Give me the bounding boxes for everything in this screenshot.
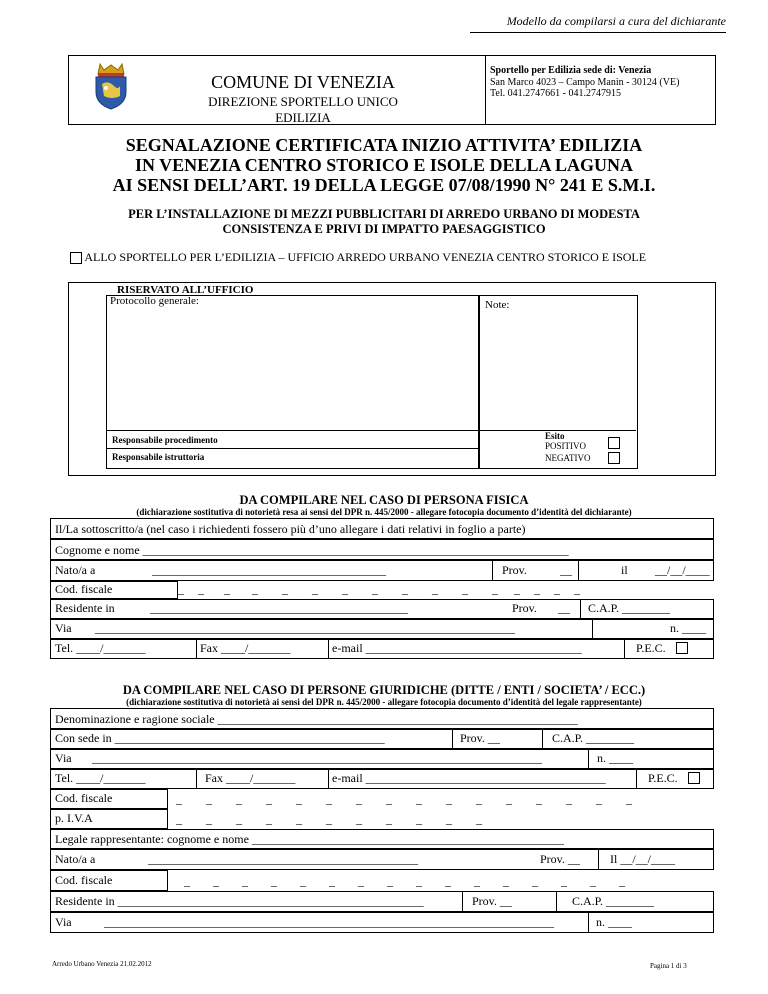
sportello-tel: Tel. 041.2747661 - 041.2747915 (490, 88, 621, 99)
footer-page: Pagina 1 di 3 (650, 962, 687, 970)
giuridica-cod-fiscale-label: Cod. fiscale (55, 791, 113, 805)
title-line-1: SEGNALAZIONE CERTIFICATA INIZIO ATTIVITA’ EDILIZIA (125, 135, 643, 155)
giuridica-pec-checkbox[interactable] (688, 772, 700, 784)
fisica-il-field[interactable]: __/__/____ (655, 563, 710, 577)
resp-procedimento-label: Responsabile procedimento (112, 435, 218, 445)
fisica-prov-field[interactable]: __ (560, 563, 572, 577)
negativo-label: NEGATIVO (545, 453, 591, 463)
giuridica-via-label: Via (55, 751, 72, 765)
fisica-sottoscritto-row: Il/La sottoscritto/a (nel caso i richiedenti fossero più d’uno allegare i dati relativi in foglio a parte) (50, 518, 714, 539)
giuridica-email-field[interactable]: e-mail ________________________________________ (332, 771, 606, 785)
fisica-pec-label: P.E.C. (636, 641, 666, 655)
destinatario-label: ALLO SPORTELLO PER L’EDILIZIA – UFFICIO ARREDO URBANO VENEZIA CENTRO STORICO E ISOLE (84, 250, 647, 264)
fisica-via-field[interactable]: ______________________________________________________________________ (95, 621, 515, 635)
form-model-note: Modello da compilarsi a cura del dichiarante (506, 14, 726, 28)
giuridica-prov2-field[interactable]: Prov. __ (540, 852, 580, 866)
giuridica-il-field[interactable]: Il __/__/____ (610, 852, 675, 866)
giuridica-n-field[interactable]: n. ____ (597, 751, 633, 765)
fisica-note: (dichiarazione sostitutiva di notorietà resa ai sensi del DPR n. 445/2000 - allegare fotocopia documento d’identità del dichiarante) (136, 507, 632, 517)
giuridica-piva-label: p. I.V.A (55, 811, 93, 825)
fisica-title: DA COMPILARE NEL CASO DI PERSONA FISICA (239, 493, 529, 507)
fisica-tel-field[interactable]: Tel. ____/_______ (55, 641, 146, 655)
giuridica-n2-field[interactable]: n. ____ (596, 915, 632, 929)
resp-istruttoria-label: Responsabile istruttoria (112, 452, 205, 462)
giuridica-prov3-field[interactable]: Prov. __ (472, 894, 512, 908)
giuridica-piva-field[interactable]: _ _ _ _ _ _ _ _ _ _ _ (176, 812, 482, 826)
giuridica-cod-fiscale2-label: Cod. fiscale (55, 873, 113, 887)
fisica-residente-field[interactable]: ___________________________________________ (150, 601, 408, 615)
giuridica-note: (dichiarazione sostitutiva di notorietà ai sensi del DPR n. 445/2000 - allegare fotocopia documento d’identità del legale rappresentante) (126, 697, 642, 707)
fisica-prov2-label: Prov. (512, 601, 537, 615)
comune-name: COMUNE DI VENEZIA (211, 72, 395, 92)
giuridica-denominazione-row[interactable]: Denominazione e ragione sociale ____________________________________________________________ (50, 708, 714, 729)
giuridica-cap2-field[interactable]: C.A.P. ________ (572, 894, 655, 908)
destinatario-checkbox[interactable] (70, 252, 82, 264)
esito-label: Esito (545, 431, 565, 441)
giuridica-cap-field[interactable]: C.A.P. ________ (552, 731, 635, 745)
giuridica-title: DA COMPILARE NEL CASO DI PERSONE GIURIDICHE (DITTE / ENTI / SOCIETA’ / ECC.) (122, 683, 646, 697)
note-label: Note: (485, 299, 510, 311)
fisica-fax-field[interactable]: Fax ____/_______ (200, 641, 291, 655)
subtitle-line-1: PER L’INSTALLAZIONE DI MEZZI PUBBLICITARI DI ARREDO URBANO DI MODESTA (128, 207, 640, 221)
negativo-checkbox[interactable] (608, 452, 620, 464)
giuridica-via2-field[interactable]: ___________________________________________________________________________ (104, 915, 554, 929)
note-underline (470, 32, 726, 33)
sportello-title: Sportello per Edilizia sede di: Venezia (490, 65, 652, 76)
fisica-cod-fiscale-field[interactable]: _ _ _ _ _ _ _ _ _ _ _ _ _ _ _ _ (178, 582, 580, 596)
sportello-info (490, 65, 679, 100)
giuridica-fax-field[interactable]: Fax ____/_______ (205, 771, 296, 785)
riservato-title: RISERVATO ALL’UFFICIO (117, 284, 254, 296)
fisica-residente-label: Residente in (55, 601, 115, 615)
sportello-address: San Marco 4023 – Campo Manin - 30124 (VE) (490, 76, 680, 88)
title-line-2: IN VENEZIA CENTRO STORICO E ISOLE DELLA LAGUNA (135, 155, 633, 175)
giuridica-tel-field[interactable]: Tel. ____/_______ (55, 771, 146, 785)
giuridica-via-field[interactable]: ___________________________________________________________________________ (92, 751, 542, 765)
giuridica-nato-field[interactable]: _____________________________________________ (148, 852, 418, 866)
fisica-n-field[interactable]: n. ____ (670, 621, 706, 635)
giuridica-nato-label: Nato/a a (55, 852, 96, 866)
fisica-prov2-field[interactable]: __ (558, 601, 570, 615)
giuridica-residente-field[interactable]: Residente in ___________________________________________________ (55, 894, 424, 908)
fisica-cod-fiscale-label: Cod. fiscale (55, 582, 113, 596)
positivo-label: POSITIVO (545, 441, 587, 451)
fisica-cap-field[interactable]: C.A.P. ________ (588, 601, 671, 615)
title-line-3: AI SENSI DELL’ART. 19 DELLA LEGGE 07/08/1990 N° 241 E S.M.I. (112, 175, 656, 195)
giuridica-prov-field[interactable]: Prov. __ (460, 731, 500, 745)
fisica-nato-label: Nato/a a (55, 563, 96, 577)
giuridica-via2-label: Via (55, 915, 72, 929)
direzione-name: DIREZIONE SPORTELLO UNICO EDILIZIA (208, 94, 398, 125)
fisica-il-label: il (621, 563, 628, 577)
venezia-crest-logo (90, 62, 132, 110)
giuridica-cod-fiscale2-field[interactable]: _ _ _ _ _ _ _ _ _ _ _ _ _ _ _ _ (184, 874, 625, 888)
fisica-nato-field[interactable]: _______________________________________ (152, 563, 386, 577)
destinatario-row (70, 250, 646, 265)
giuridica-pec-label: P.E.C. (648, 771, 678, 785)
fisica-cognome-row[interactable]: Cognome e nome _______________________________________________________________________ (50, 539, 714, 560)
positivo-checkbox[interactable] (608, 437, 620, 449)
giuridica-legale-row[interactable]: Legale rappresentante: cognome e nome ____________________________________________________ (50, 829, 714, 849)
subtitle-line-2: CONSISTENZA E PRIVI DI IMPATTO PAESAGGISTICO (222, 222, 546, 236)
fisica-email-field[interactable]: e-mail ____________________________________ (332, 641, 582, 655)
giuridica-sede-field[interactable]: Con sede in _____________________________________________ (55, 731, 385, 745)
giuridica-cod-fiscale-field[interactable]: _ _ _ _ _ _ _ _ _ _ _ _ _ _ _ _ (176, 792, 632, 806)
protocollo-label: Protocollo generale: (110, 295, 199, 307)
fisica-pec-checkbox[interactable] (676, 642, 688, 654)
fisica-via-label: Via (55, 621, 72, 635)
footer-left: Arredo Urbano Venezia 21.02.2012 (52, 960, 152, 968)
fisica-prov-label: Prov. (502, 563, 527, 577)
